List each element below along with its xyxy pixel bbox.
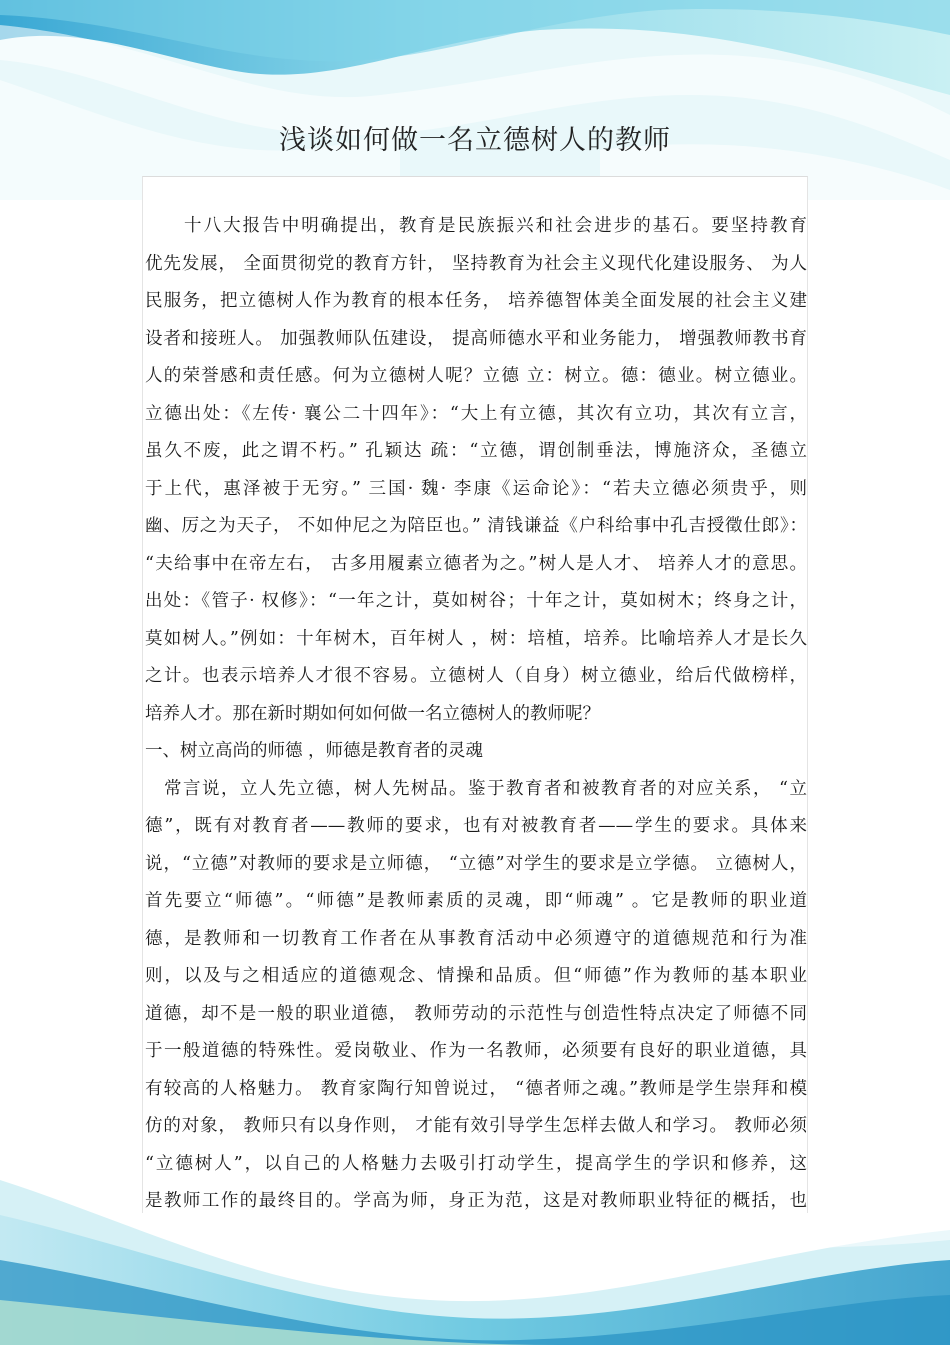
text-line: 莫如树人。”例如：十年树木，百年树人 ，树：培植，培养。比喻培养人才是长久 xyxy=(145,628,807,649)
article-text xyxy=(145,208,807,1213)
text-line: 十八大报告中明确提出，教育是民族振兴和社会进步的基石。要坚持教育 xyxy=(145,216,807,236)
text-line: 之计。也表示培养人才很不容易。立德树人（自身）树立德业，给后代做榜样， xyxy=(145,666,807,686)
article-body xyxy=(142,176,808,1213)
text-line: 民服务，把立德树人作为教育的根本任务， 培养德智体美全面发展的社会主义建 xyxy=(145,291,807,311)
text-line: 是教师工作的最终目的。学高为师，身正为范，这是对教师职业特征的概括，也 xyxy=(145,1191,807,1211)
text-line: “立德树人”，以自己的人格魅力去吸引打动学生，提高学生的学识和修养，这 xyxy=(145,1153,807,1174)
text-line: “夫给事中在帝左右， 古多用履素立德者为之。”树人是人才、 培养人才的意思。 xyxy=(145,553,807,574)
text-line: 说，“立德”对教师的要求是立师德， “立德”对学生的要求是立学德。 立德树人， xyxy=(145,853,807,874)
text-line: 虽久不废，此之谓不朽。” 孔颖达 疏：“立德，谓创制垂法，博施济众，圣德立 xyxy=(145,441,807,461)
text-line: 出处：《管子· 权修》：“一年之计，莫如树谷；十年之计，莫如树木；终身之计， xyxy=(145,591,807,611)
text-line: 常言说，立人先立德，树人先树品。鉴于教育者和被教育者的对应关系， “立 xyxy=(145,778,807,799)
text-line: 于上代，惠泽被于无穷。” 三国· 魏· 李康《运命论》：“若夫立德必须贵乎，则 xyxy=(145,478,807,499)
text-line: 立德出处：《左传· 襄公二十四年》：“大上有立德，其次有立功，其次有立言， xyxy=(145,403,807,424)
text-line: 幽、厉之为天子， 不如仲尼之为陪臣也。” 清钱谦益《户科给事中孔吉授徵仕郎》： xyxy=(145,516,807,536)
text-line: 德，是教师和一切教育工作者在从事教育活动中必须遵守的道德规范和行为准 xyxy=(145,928,807,949)
text-line: 则，以及与之相适应的道德观念、情操和品质。但“师德”作为教师的基本职业 xyxy=(145,966,807,986)
section-heading: 一、树立高尚的师德 ，师德是教育者的灵魂 xyxy=(145,741,484,761)
text-line: 有较高的人格魅力。 教育家陶行知曾说过， “德者师之魂。”教师是学生崇拜和模 xyxy=(145,1078,807,1099)
text-line: 首先要立“师德”。“师德”是教师素质的灵魂，即“师魂” 。它是教师的职业道 xyxy=(145,891,807,911)
text-line: 培养人才。那在新时期如何如何做一名立德树人的教师呢？ xyxy=(145,703,600,724)
page-title: 浅谈如何做一名立德树人的教师 xyxy=(279,125,671,156)
text-line: 德”，既有对教育者——教师的要求，也有对被教育者——学生的要求。具体来 xyxy=(145,816,807,836)
text-line: 仿的对象， 教师只有以身作则， 才能有效引导学生怎样去做人和学习。 教师必须 xyxy=(145,1116,807,1136)
text-line: 优先发展， 全面贯彻党的教育方针， 坚持教育为社会主义现代化建设服务、 为人 xyxy=(145,253,807,274)
text-line: 道德，却不是一般的职业道德， 教师劳动的示范性与创造性特点决定了师德不同 xyxy=(145,1003,807,1024)
text-line: 人的荣誉感和责任感。何为立德树人呢？立德 立：树立。德：德业。树立德业。 xyxy=(145,366,807,386)
text-line: 于一般道德的特殊性。爱岗敬业、作为一名教师，必须要有良好的职业道德，具 xyxy=(145,1041,807,1061)
text-line: 设者和接班人。 加强教师队伍建设， 提高师德水平和业务能力， 增强教师教书育 xyxy=(145,328,807,349)
